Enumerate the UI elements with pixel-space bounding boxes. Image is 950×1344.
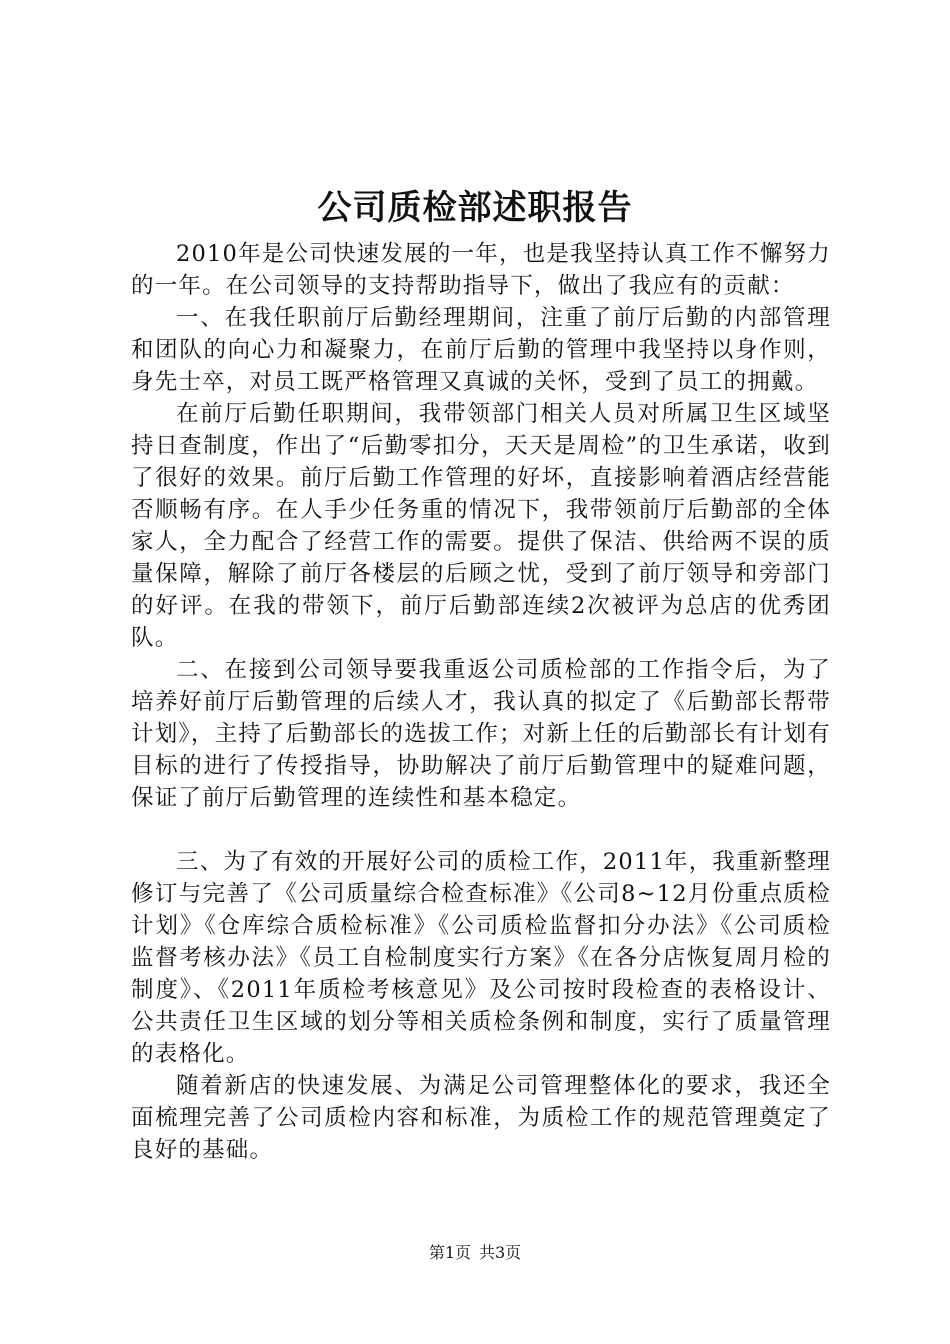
document-title: 公司质检部述职报告 xyxy=(317,188,633,228)
page-number: 第1页 xyxy=(428,1243,471,1262)
page-total: 共3页 xyxy=(479,1243,522,1262)
paragraph-section-one: 一、在我任职前厅后勤经理期间，注重了前厅后勤的内部管理和团队的向心力和凝聚力，在前厅后勤的管理中我坚持以身作则，身先士卒，对员工既严格管理又真诚的关怀，受到了员工的拥戴。 xyxy=(131,305,831,395)
paragraph-section-three: 三、为了有效的开展好公司的质检工作，2011年，我重新整理修订与完善了《公司质量综合检查标准》《公司8~12月份重点质检计划》《仓库综合质检标准》《公司质检监督扣分办法》《公司质检监督考核办法》《员工自检制度实行方案》《在各分店恢复周月检的制度》、《2011年质检考核意见》及公司按时段检查的表格设计、公共责任卫生区域的划分等相关质检条例和制度，实行了质量管理的表格化。 xyxy=(131,849,831,1067)
paragraph-section-two: 二、在接到公司领导要我重返公司质检部的工作指令后，为了培养好前厅后勤管理的后续人才，我认真的拟定了《后勤部长帮带计划》，主持了后勤部长的选拔工作；对新上任的后勤部长有计划有目标的进行了传授指导，协助解决了前厅后勤管理中的疑难问题，保证了前厅后勤管理的连续性和基本稳定。 xyxy=(131,657,831,811)
page-footer xyxy=(0,1242,950,1264)
document-body xyxy=(131,238,831,1166)
paragraph-section-one-detail: 在前厅后勤任职期间，我带领部门相关人员对所属卫生区域坚持日查制度，作出了“后勤零扣分，天天是周检”的卫生承诺，收到了很好的效果。前厅后勤工作管理的好坏，直接影响着酒店经营能否顺畅有序。在人手少任务重的情况下，我带领前厅后勤部的全体家人，全力配合了经营工作的需要。提供了保洁、供给两不误的质量保障，解除了前厅各楼层的后顾之忧，受到了前厅领导和旁部门的好评。在我的带领下，前厅后勤部连续2次被评为总店的优秀团队。 xyxy=(131,401,831,651)
paragraph-spacer xyxy=(131,814,831,846)
paragraph-closing: 随着新店的快速发展、为满足公司管理整体化的要求，我还全面梳理完善了公司质检内容和标准，为质检工作的规范管理奠定了良好的基础。 xyxy=(131,1073,831,1163)
paragraph-intro: 2010年是公司快速发展的一年，也是我坚持认真工作不懈努力的一年。在公司领导的支持帮助指导下，做出了我应有的贡献： xyxy=(131,241,831,299)
